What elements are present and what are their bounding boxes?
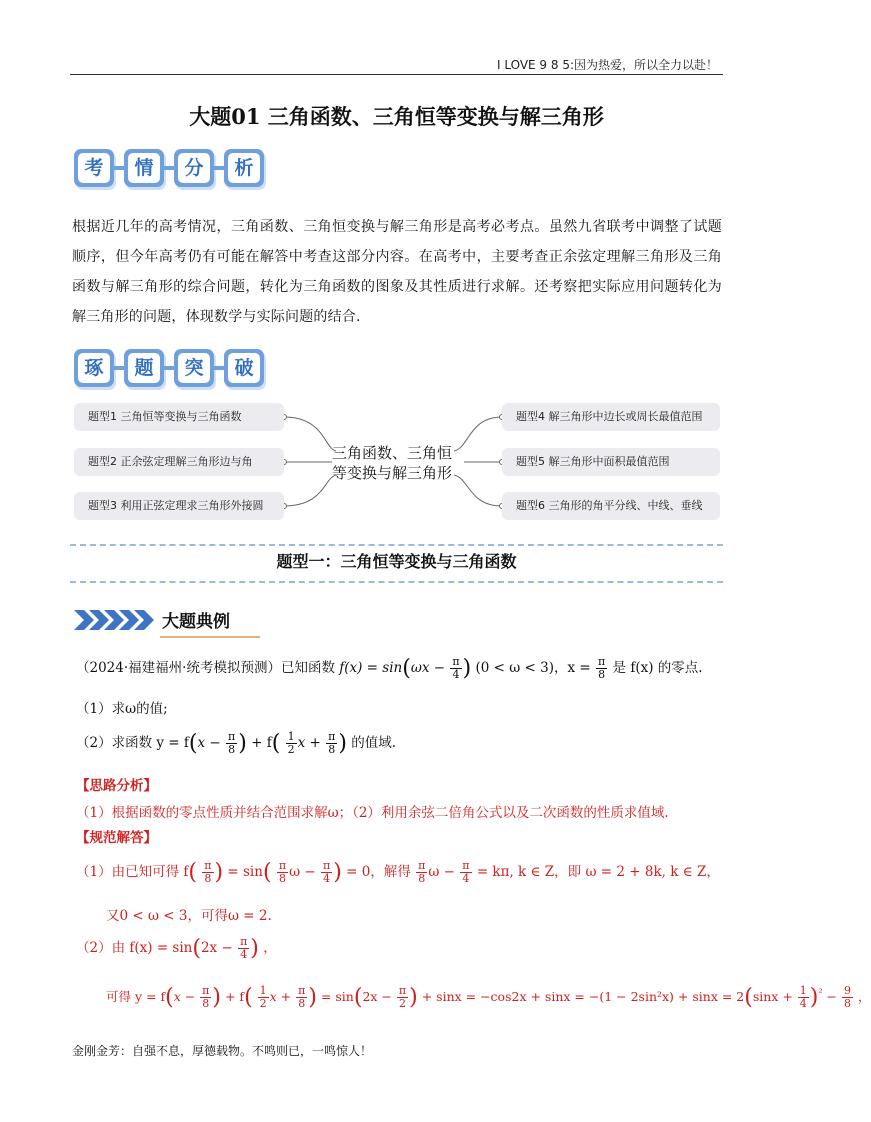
question-2: （2）求函数 y = f(x − $\frac{\pi}{8}$ ) + f( $\frac{1}{2}$ x + $\frac{\pi}{8}$ ) 的值域. [76,730,397,756]
problem-statement: （2024·福建福州·统考模拟预测）已知函数 f(x) = sin(ωx − $\frac{\pi}{4}$ ) (0 < ω < 3)，x = $\frac{\pi}{8}$ 是 f(x) 的零点. [76,655,703,681]
typical-example-label: 大题典例 [162,612,230,632]
solution-tag: 【规范解答】 [76,830,157,846]
section-title: 题型一：三角恒等变换与三角函数 [276,552,517,571]
solution-step-4: 可得 y = f(x − $\frac{\pi}{8}$ ) + f( $\frac{1}{2}$ x + $\frac{\pi}{8}$ ) = sin(2x − $\frac{\pi}{2}$ ) + sinx = −cos2x + sinx = −(1 − 2sin²x) + sinx = 2(sinx + $\frac{1}{4}$ )$^{^2}$ − $\frac{9}{8}$ ， [106,984,871,1010]
typical-example-header [74,607,230,632]
chevron-arrows-icon [74,608,156,632]
topic-box-1: 题型1 三角恒等变换与三角函数 [74,403,284,431]
topic-box-4: 题型4 解三角形中边长或周长最值范围 [502,403,720,431]
badge: 析 [224,149,264,187]
question-1: （1）求ω的值; [76,701,168,717]
badge: 分 [174,149,214,187]
header-rule [70,74,723,75]
dashed-divider [70,544,723,546]
mind-map-center: 三角函数、三角恒 等变换与解三角形 [331,444,452,482]
intro-paragraph: 根据近几年的高考情况，三角函数、三角恒变换与解三角形是高考必考点。虽然九省联考中调整了试题顺序，但今年高考仍有可能在解答中考查这部分内容。在高考中，主要考查正余弦定理解三角形及三角函数与解三角形的综合问题，转化为三角函数的图象及其性质进行求解。还考察把实际应用问题转化为解三角形的问题，体现数学与实际问题的结合. [72,219,722,325]
header-slogan: I LOVE 9 8 5:因为热爱，所以全力以赴！ [496,58,718,72]
badge: 题 [124,349,164,387]
badge: 突 [174,349,214,387]
topic-box-3: 题型3 利用正弦定理求三角形外接圆 [74,492,284,520]
topic-box-6: 题型6 三角形的角平分线、中线、垂线 [502,492,720,520]
badge: 琢 [74,349,114,387]
analysis-text: （1）根据函数的零点性质并结合范围求解ω；（2）利用余弦二倍角公式以及二次函数的性质求值域. [76,805,669,821]
exam-analysis-badges [74,149,274,187]
page-title: 大题01 三角函数、三角恒等变换与解三角形 [189,104,604,129]
topic-box-2: 题型2 正余弦定理解三角形边与角 [74,448,284,476]
solution-step-3: （2）由 f(x) = sin(2x − $\frac{\pi}{4}$ ) ， [76,935,277,961]
footer-motto: 金刚金芳：自强不息，厚德载物。不鸣则已，一鸣惊人！ [72,1044,373,1058]
badge: 破 [224,349,264,387]
dashed-divider [70,581,723,583]
badge: 考 [74,149,114,187]
solution-step-2: 又0 < ω < 3，可得ω = 2. [106,908,272,924]
analysis-tag: 【思路分析】 [76,778,157,794]
label-underline [160,636,260,638]
mind-map [74,403,720,521]
topic-box-5: 题型5 解三角形中面积最值范围 [502,448,720,476]
practice-badges [74,349,274,387]
badge: 情 [124,149,164,187]
solution-step-1: （1）由已知可得 f( $\frac{\pi}{8}$ ) = sin( $\frac{\pi}{8}$ ω − $\frac{\pi}{4}$ ) = 0，解得 $\frac{\pi}{8}$ ω − $\frac{\pi}{4}$ = kπ, k ∈ Z，即 ω = 2 + 8k, k ∈ Z， [76,859,720,885]
